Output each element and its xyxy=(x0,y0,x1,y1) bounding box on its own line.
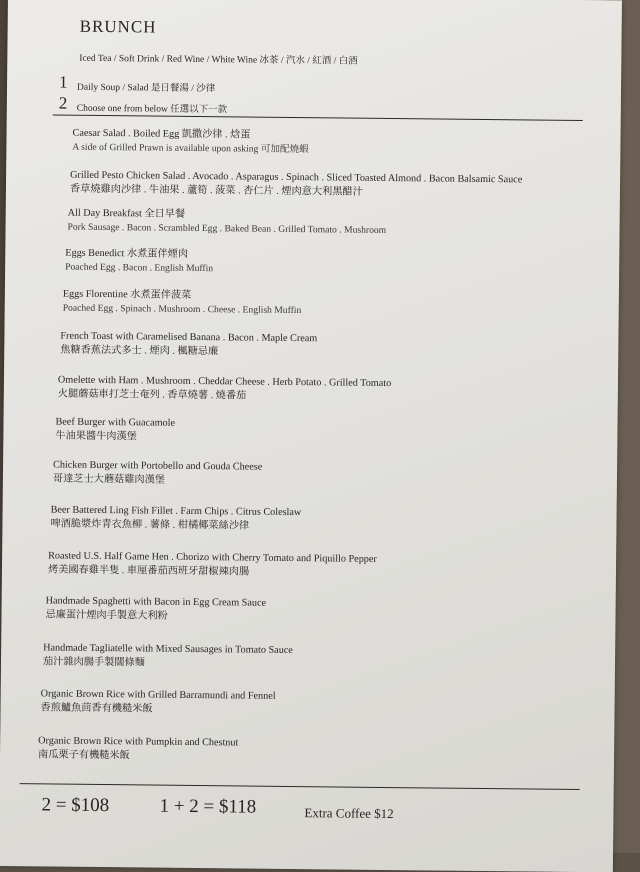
menu-item xyxy=(67,207,386,237)
menu-item-name: Grilled Pesto Chicken Salad . Avocado . Asparagus . Spinach . Sliced Toasted Almond . Bacon Balsamic Sauce xyxy=(70,169,523,186)
menu-item xyxy=(63,288,302,317)
menu-item-name: Eggs Florentine 水煮蛋伴菠菜 xyxy=(62,288,192,301)
menu-item-name: Handmade Tagliatelle with Mixed Sausages in Tomato Sauce xyxy=(43,642,293,657)
menu-item xyxy=(53,458,262,487)
menu-item xyxy=(40,687,275,716)
menu-item xyxy=(50,503,301,533)
menu-item xyxy=(72,127,309,156)
menu-item-detail: A side of Grilled Prawn is available upon asking 可加配燒蝦 xyxy=(72,141,309,156)
step-number-2: 2 xyxy=(58,93,68,113)
menu-item-detail: Poached Egg . Spinach . Mushroom . Cheese . English Muffin xyxy=(62,302,302,317)
menu-item-detail: 焦糖香蕉法式多士 . 煙肉 . 楓糖忌廉 xyxy=(60,344,219,358)
menu-item-detail: 香煎鱸魚茴香有機糙米飯 xyxy=(40,702,153,715)
step-text-1: Daily Soup / Salad 是日餐湯 / 沙律 xyxy=(76,82,216,95)
menu-item xyxy=(70,169,522,201)
price-option-1-plus-2: 1 + 2 = $118 xyxy=(159,795,257,818)
menu-item xyxy=(60,330,317,360)
menu-item-detail: Poached Egg . Bacon . English Muffin xyxy=(65,261,214,275)
menu-item-name: Roasted U.S. Half Game Hen . Chorizo with Cherry Tomato and Piquillo Pepper xyxy=(48,550,377,565)
menu-item-detail: 忌廉蛋汁煙肉手製意大利粉 xyxy=(45,609,168,622)
top-divider xyxy=(53,114,583,121)
menu-item-detail: 烤美國春雞半隻 . 車厘番茄西班牙甜椒辣肉腸 xyxy=(47,564,250,578)
menu-item-detail: 茄汁雜肉腸手製闊條麵 xyxy=(42,656,145,669)
menu-item-name: Organic Brown Rice with Grilled Barramundi and Fennel xyxy=(40,688,276,702)
menu-item-name: Caesar Salad . Boiled Egg 凱撒沙律 . 焓蛋 xyxy=(72,127,251,141)
menu-item-detail: 牛油果醬牛肉漢堡 xyxy=(55,430,137,443)
extra-coffee-price: Extra Coffee $12 xyxy=(304,805,394,822)
price-option-2: 2 = $108 xyxy=(41,794,110,817)
menu-item xyxy=(38,734,238,763)
bottom-divider xyxy=(20,783,580,790)
menu-item-detail: Pork Sausage . Bacon . Scrambled Egg . Baked Bean . Grilled Tomato . Mushroom xyxy=(67,221,387,236)
menu-item-name: French Toast with Caramelised Banana . Bacon . Maple Cream xyxy=(60,330,318,345)
step-number-1: 1 xyxy=(58,72,68,92)
menu-item-name: All Day Breakfast 全日早餐 xyxy=(67,207,186,220)
menu-item-name: Handmade Spaghetti with Bacon in Egg Cream Sauce xyxy=(45,595,267,609)
menu-item-detail: 啤酒脆漿炸青衣魚柳 . 薯條 . 柑橘椰菜絲沙律 xyxy=(50,518,250,532)
menu-item-name: Eggs Benedict 水煮蛋伴煙肉 xyxy=(65,247,189,260)
menu-item-name: Beef Burger with Guacamole xyxy=(55,416,176,429)
menu-item xyxy=(55,416,175,444)
step-text-2: Choose one from below 任選以下一款 xyxy=(76,103,228,116)
menu-item-detail: 南瓜栗子有機糙米飯 xyxy=(37,749,130,762)
menu-item-detail: 香草燒雞肉沙律 . 牛油果 . 蘆筍 . 菠菜 . 杏仁片 . 煙肉意大利黑醋汁 xyxy=(69,183,363,198)
menu-title: BRUNCH xyxy=(79,16,157,37)
menu-item xyxy=(48,549,377,579)
menu-item xyxy=(58,374,392,404)
menu-item-name: Chicken Burger with Portobello and Gouda Cheese xyxy=(53,459,263,473)
menu-item-detail: 火腿蘑菇車打芝士奄列 . 香草燒薯 . 燒番茄 xyxy=(57,388,247,402)
menu-item xyxy=(43,641,293,671)
menu-item xyxy=(45,594,266,623)
drinks-line: Iced Tea / Soft Drink / Red Wine / White Wine 冰茶 / 汽水 / 紅酒 / 白酒 xyxy=(79,53,358,67)
menu-item xyxy=(65,247,213,276)
menu-item-name: Beer Battered Ling Fish Fillet . Farm Chips . Citrus Coleslaw xyxy=(50,504,302,519)
menu-item-name: Organic Brown Rice with Pumpkin and Chestnut xyxy=(38,735,239,749)
menu-item-detail: 哥達芝士大蘑菇雞肉漢堡 xyxy=(52,473,166,486)
menu-item-name: Omelette with Ham . Mushroom . Cheddar Cheese . Herb Potato . Grilled Tomato xyxy=(57,374,392,390)
